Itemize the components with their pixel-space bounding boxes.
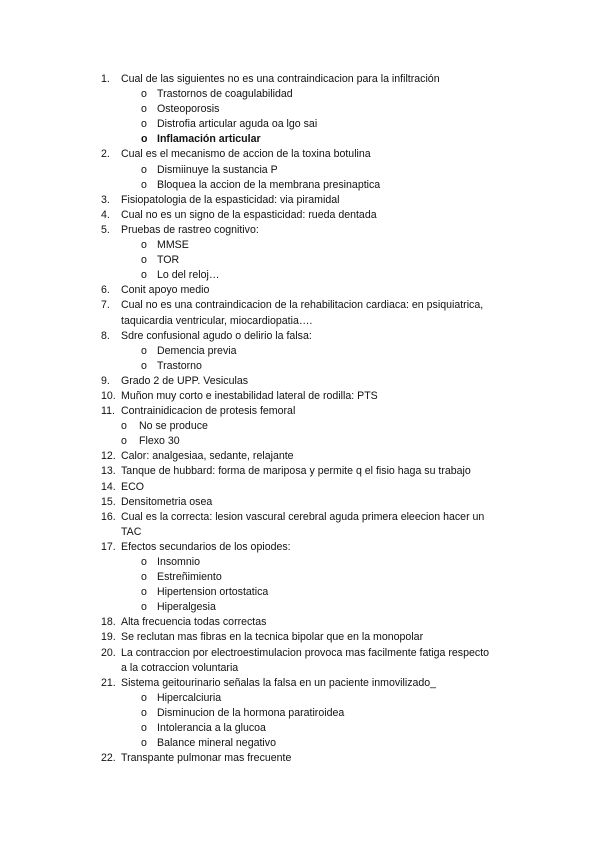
- list-item: [0, 540, 600, 555]
- sub-list-item: [0, 721, 600, 736]
- item-number: 17.: [101, 540, 116, 553]
- item-number: 10.: [101, 389, 116, 402]
- item-text: Cual no es un signo de la espasticidad: rueda dentada: [121, 208, 377, 221]
- item-number: 12.: [101, 450, 116, 463]
- item-text: Contrainidicacion de protesis femoral: [121, 405, 296, 418]
- list-item: [0, 449, 600, 464]
- bullet-marker: o: [141, 586, 147, 599]
- item-text: La contraccion por electroestimulacion provoca mas facilmente fatiga respecto: [121, 646, 490, 659]
- item-number: 4.: [101, 208, 110, 221]
- sub-item-text: Trastornos de coagulabilidad: [157, 88, 293, 101]
- sub-item-text: Inflamación articular: [157, 133, 261, 146]
- list-item: [0, 464, 600, 479]
- item-text: Cual es el mecanismo de accion de la toxina botulina: [121, 148, 371, 161]
- list-item: [0, 389, 600, 404]
- sub-list-item: [0, 102, 600, 117]
- item-number: 14.: [101, 480, 116, 493]
- item-text: Transpante pulmonar mas frecuente: [121, 752, 292, 765]
- sub-list-item: [0, 253, 600, 268]
- list-item: [0, 72, 600, 87]
- list-item: [0, 314, 600, 329]
- sub-list-item: [0, 736, 600, 751]
- bullet-marker: o: [141, 359, 147, 372]
- bullet-marker: o: [141, 118, 147, 131]
- list-item: [0, 646, 600, 661]
- list-item: [0, 374, 600, 389]
- item-number: 16.: [101, 510, 116, 523]
- sub-item-text: No se produce: [139, 420, 208, 433]
- bullet-marker: o: [141, 254, 147, 267]
- sub-item-text: Insomnio: [157, 556, 200, 568]
- bullet-marker: o: [121, 435, 127, 448]
- item-text: Tanque de hubbard: forma de mariposa y permite q el fisio haga su trabajo: [121, 465, 471, 478]
- sub-item-text: Distrofia articular aguda oa lgo sai: [157, 118, 318, 131]
- sub-list-item: [0, 163, 600, 178]
- item-number: 20.: [101, 646, 116, 659]
- list-item: [0, 404, 600, 419]
- bullet-marker: o: [141, 691, 147, 704]
- item-number: 19.: [101, 631, 116, 644]
- sub-list-item: [0, 585, 600, 600]
- item-text: Calor: analgesiaa, sedante, relajante: [121, 450, 294, 463]
- item-text: Alta frecuencia todas correctas: [121, 616, 267, 629]
- list-item: [0, 525, 600, 540]
- sub-list-item: [0, 117, 600, 132]
- bullet-marker: o: [141, 344, 147, 357]
- sub-item-text: MMSE: [157, 239, 189, 252]
- item-text: Pruebas de rastreo cognitivo:: [121, 223, 259, 236]
- bullet-marker: o: [141, 103, 147, 116]
- sub-list-item: [0, 600, 600, 615]
- bullet-marker: o: [141, 239, 147, 252]
- item-text: Cual de las siguientes no es una contraindicacion para la infiltración: [121, 73, 440, 85]
- item-text: Cual es la correcta: lesion vascural cerebral aguda primera eleecion hacer un: [121, 510, 485, 523]
- list-item: [0, 676, 600, 691]
- sub-list-item: [0, 178, 600, 193]
- item-text: Fisiopatologia de la espasticidad: via piramidal: [121, 193, 340, 206]
- item-text: Sistema geitourinario señalas la falsa en un paciente inmovilizado_: [121, 676, 437, 689]
- list-item: [0, 147, 600, 162]
- bullet-marker: o: [141, 178, 147, 191]
- list-item: [0, 480, 600, 495]
- sub-list-item: [0, 555, 600, 570]
- sub-list-item: [0, 434, 600, 449]
- item-number: 15.: [101, 495, 116, 508]
- item-number: 5.: [101, 223, 110, 236]
- bullet-marker: o: [141, 133, 148, 146]
- item-number: 1.: [101, 73, 110, 85]
- item-number: 9.: [101, 374, 110, 387]
- list-item: [0, 193, 600, 208]
- list-item: [0, 223, 600, 238]
- sub-item-text: Osteoporosis: [157, 103, 220, 116]
- item-text: Efectos secundarios de los opiodes:: [121, 540, 291, 553]
- item-number: 7.: [101, 299, 110, 312]
- list-item: [0, 615, 600, 630]
- bullet-marker: o: [141, 706, 147, 719]
- sub-list-item: [0, 570, 600, 585]
- sub-list-item: [0, 706, 600, 721]
- sub-item-text: Balance mineral negativo: [157, 737, 276, 750]
- item-text: Grado 2 de UPP. Vesiculas: [121, 374, 249, 387]
- item-text: Sdre confusional agudo o delirio la falsa:: [121, 329, 312, 342]
- list-item: [0, 283, 600, 298]
- list-item: [0, 751, 600, 766]
- item-number: 18.: [101, 616, 116, 629]
- sub-item-text: TOR: [157, 254, 180, 267]
- item-text: Conit apoyo medio: [121, 284, 210, 297]
- sub-item-text: Hipertension ortostatica: [157, 586, 269, 599]
- list-item: [0, 208, 600, 223]
- sub-item-text: Intolerancia a la glucoa: [157, 722, 266, 735]
- item-number: 22.: [101, 752, 116, 765]
- sub-list-item: [0, 132, 600, 147]
- sub-item-text: Dismiinuye la sustancia P: [157, 163, 278, 176]
- bullet-marker: o: [141, 601, 147, 614]
- sub-item-text: Disminucion de la hormona paratiroidea: [157, 706, 345, 719]
- sub-item-text: Hiperalgesia: [157, 601, 216, 614]
- item-text: TAC: [121, 525, 142, 538]
- bullet-marker: o: [141, 163, 147, 176]
- bullet-marker: o: [141, 571, 147, 584]
- bullet-marker: o: [141, 556, 147, 568]
- sub-item-text: Demencia previa: [157, 344, 237, 357]
- bullet-marker: o: [141, 737, 147, 750]
- sub-list-item: [0, 691, 600, 706]
- item-text: a la cotraccion voluntaria: [121, 661, 239, 674]
- list-item: [0, 630, 600, 645]
- sub-item-text: Flexo 30: [139, 435, 180, 448]
- item-number: 2.: [101, 148, 110, 161]
- sub-list-item: [0, 87, 600, 102]
- list-item: [0, 495, 600, 510]
- item-number: 6.: [101, 284, 110, 297]
- list-item: [0, 298, 600, 313]
- bullet-marker: o: [141, 88, 147, 101]
- bullet-marker: o: [121, 420, 127, 433]
- item-text: Densitometria osea: [121, 495, 213, 508]
- item-text: taquicardia ventricular, miocardiopatia….: [121, 314, 313, 327]
- list-item: [0, 661, 600, 676]
- item-number: 3.: [101, 193, 110, 206]
- item-text: ECO: [121, 480, 144, 493]
- sub-item-text: Bloquea la accion de la membrana presinaptica: [157, 178, 381, 191]
- sub-list-item: [0, 419, 600, 434]
- list-item: [0, 329, 600, 344]
- sub-item-text: Lo del reloj…: [157, 269, 220, 282]
- sub-list-item: [0, 268, 600, 283]
- sub-item-text: Estreñimiento: [157, 571, 222, 584]
- document-page: [0, 72, 600, 766]
- list-item: [0, 510, 600, 525]
- item-number: 8.: [101, 329, 110, 342]
- item-text: Cual no es una contraindicacion de la rehabilitacion cardiaca: en psiquiatrica,: [121, 299, 484, 312]
- bullet-marker: o: [141, 722, 147, 735]
- item-text: Se reclutan mas fibras en la tecnica bipolar que en la monopolar: [121, 631, 424, 644]
- bullet-marker: o: [141, 269, 147, 282]
- sub-list-item: [0, 359, 600, 374]
- sub-item-text: Trastorno: [157, 359, 202, 372]
- sub-item-text: Hipercalciuria: [157, 691, 222, 704]
- item-number: 11.: [101, 405, 115, 418]
- item-text: Muñon muy corto e inestabilidad lateral de rodilla: PTS: [121, 389, 378, 402]
- item-number: 21.: [101, 676, 116, 689]
- item-number: 13.: [101, 465, 116, 478]
- sub-list-item: [0, 238, 600, 253]
- sub-list-item: [0, 344, 600, 359]
